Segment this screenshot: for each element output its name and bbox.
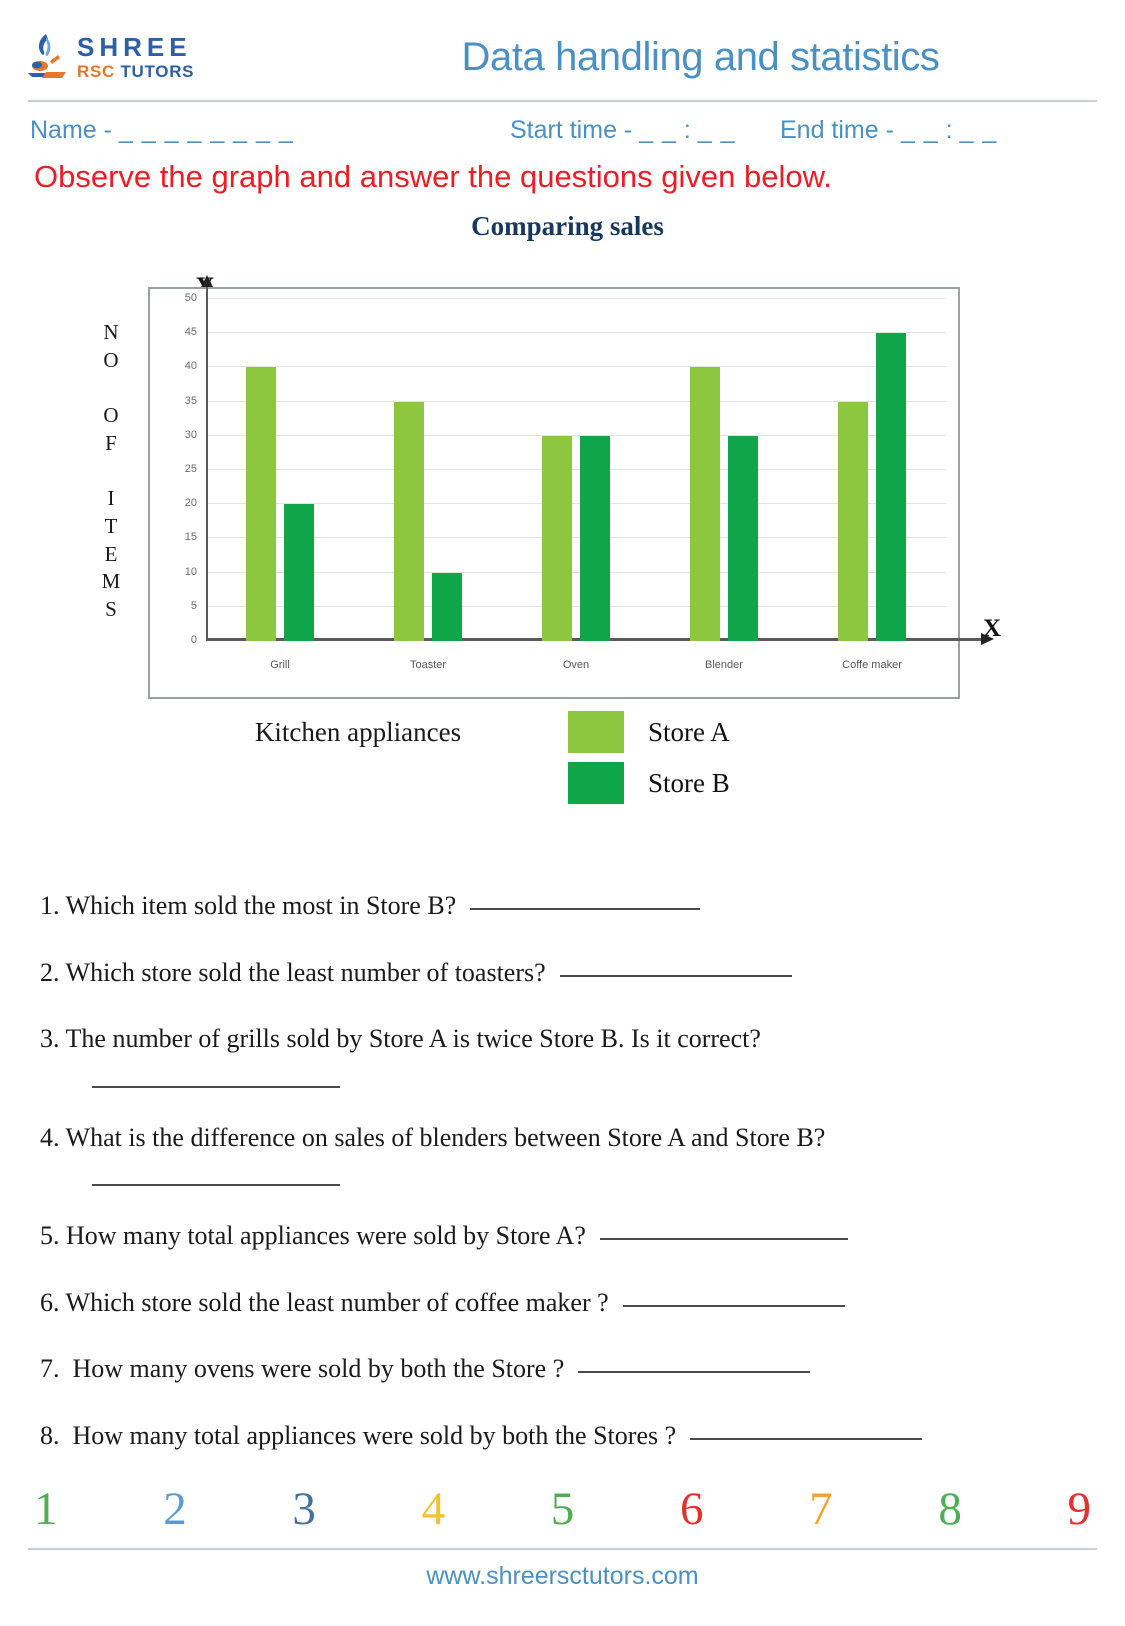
y-axis-tick-label: 10	[184, 565, 197, 578]
start-time-label: Start time -	[510, 116, 633, 144]
start-time-colon: :	[683, 116, 691, 144]
x-axis-arrow-icon	[981, 633, 994, 645]
question-text: 4. What is the difference on sales of blenders between Store A and Store B?	[40, 1122, 826, 1152]
chart-plot-area	[184, 292, 946, 671]
logo-rsc-text: RSC	[77, 61, 115, 81]
answer-blank[interactable]	[600, 1238, 848, 1240]
question-item	[40, 1287, 1095, 1320]
chart-bar	[580, 436, 610, 641]
brand-logo	[26, 31, 326, 83]
start-time-group[interactable]	[510, 116, 780, 145]
question-text: 2. Which store sold the least number of toasters?	[40, 957, 546, 987]
x-axis-category-label: Grill	[270, 659, 290, 671]
question-text: 6. Which store sold the least number of coffee maker ?	[40, 1287, 609, 1317]
question-item	[40, 1023, 1095, 1088]
y-axis-arrow-icon	[201, 275, 213, 287]
name-blank[interactable]: _ _ _ _ _ _ _ _	[118, 116, 294, 144]
name-label: Name -	[30, 116, 112, 144]
chart-bar-group	[798, 299, 946, 671]
legend-color-swatch	[568, 711, 624, 753]
legend-item	[568, 711, 960, 753]
question-text: 8. How many total appliances were sold by both the Stores ?	[40, 1420, 677, 1450]
y-axis-title-letter: S	[105, 597, 117, 622]
practice-digit: 8	[938, 1483, 962, 1535]
x-axis-category-label: Toaster	[409, 659, 447, 671]
answer-blank[interactable]	[578, 1371, 810, 1373]
practice-digit: 3	[292, 1483, 316, 1535]
question-item	[40, 1122, 1095, 1187]
answer-blank[interactable]	[470, 908, 700, 910]
x-axis-letter: X	[983, 615, 1002, 642]
answer-blank[interactable]	[623, 1305, 845, 1307]
chart-bar-group	[502, 299, 650, 671]
chart-bar	[876, 333, 906, 641]
y-axis-tick-label: 25	[184, 463, 197, 475]
question-item	[40, 890, 1095, 923]
y-axis-title-letter: M	[101, 569, 121, 594]
y-axis-title-letter: T	[104, 514, 118, 539]
question-text: 1. Which item sold the most in Store B?	[40, 891, 457, 920]
start-minute-blank[interactable]: _ _	[697, 116, 736, 144]
practice-digit: 6	[679, 1483, 704, 1535]
question-item	[40, 1220, 1095, 1253]
logo-brand-text: SHREE	[77, 32, 192, 63]
y-axis-title-letter: N	[103, 320, 119, 344]
answer-blank[interactable]	[560, 975, 792, 977]
y-axis-tick-label: 45	[184, 326, 197, 339]
legend-label: Store B	[648, 767, 730, 798]
questions-list	[40, 890, 1095, 1486]
practice-digit: 9	[1067, 1483, 1091, 1535]
end-minute-blank[interactable]: _ _	[959, 116, 998, 144]
name-field-group[interactable]	[30, 116, 510, 145]
question-item	[40, 957, 1095, 990]
practice-digit: 5	[550, 1483, 575, 1535]
logo-emblem-icon	[26, 31, 68, 83]
chart-bar	[394, 402, 424, 641]
chart-bar	[542, 436, 572, 641]
practice-digit: 4	[421, 1483, 446, 1535]
page-title: Data handling and statistics	[461, 34, 940, 79]
y-axis-title-letter: E	[104, 541, 118, 566]
bar-chart	[0, 211, 1125, 831]
chart-bar	[432, 573, 462, 641]
end-time-group[interactable]	[780, 116, 1095, 145]
question-text: 3. The number of grills sold by Store A is twice Store B. Is it correct?	[40, 1024, 761, 1053]
chart-bar-group	[650, 299, 798, 671]
y-axis-tick-label: 30	[184, 428, 197, 441]
y-axis-title-letter: I	[107, 486, 115, 511]
start-hour-blank[interactable]: _ _	[639, 116, 677, 144]
practice-digit: 2	[163, 1483, 187, 1535]
answer-blank[interactable]	[92, 1184, 340, 1186]
y-axis-tick-label: 50	[184, 292, 197, 304]
chart-bar	[728, 436, 758, 641]
question-item	[40, 1353, 1095, 1386]
legend-label: Store A	[648, 716, 730, 747]
legend-item	[568, 762, 960, 804]
logo-tutors-text: TUTORS	[120, 61, 195, 81]
practice-digit: 7	[809, 1483, 833, 1535]
x-axis-category-label: Coffe maker	[842, 659, 902, 671]
answer-blank[interactable]	[92, 1086, 340, 1088]
chart-bar-group	[206, 299, 354, 671]
y-axis-title-letter	[96, 374, 126, 402]
chart-legend-row	[148, 711, 960, 813]
end-time-colon: :	[945, 116, 953, 144]
chart-title: Comparing sales	[471, 211, 664, 241]
x-axis-category-label: Blender	[705, 659, 743, 671]
end-hour-blank[interactable]: _ _	[900, 116, 939, 144]
y-axis-tick-label: 5	[190, 599, 197, 612]
x-axis-category-label: Oven	[562, 659, 590, 671]
answer-blank[interactable]	[690, 1438, 922, 1440]
y-axis-title-letter: F	[105, 430, 117, 455]
y-axis-tick-label: 35	[184, 394, 197, 407]
chart-bar	[246, 367, 276, 641]
chart-bar-group	[354, 299, 502, 671]
chart-bar	[284, 504, 314, 641]
legend-color-swatch	[568, 762, 624, 804]
question-text: 7. How many ovens were sold by both the Store ?	[40, 1354, 565, 1383]
y-axis-tick-label: 40	[184, 360, 197, 373]
footer-website-link[interactable]: www.shreersctutors.com	[426, 1562, 699, 1590]
question-text: 5. How many total appliances were sold by Store A?	[40, 1221, 586, 1250]
instruction-text: Observe the graph and answer the questions given below.	[34, 159, 832, 194]
chart-legend	[568, 711, 960, 813]
footer-divider	[28, 1548, 1097, 1550]
y-axis-title-letter: O	[103, 403, 119, 428]
chart-bar	[690, 367, 720, 641]
page-header	[0, 0, 1125, 96]
chart-bar	[838, 402, 868, 641]
worksheet-meta-row	[0, 102, 1125, 145]
end-time-label: End time -	[780, 116, 894, 144]
y-axis-title-letter	[96, 458, 126, 486]
chart-plot-frame	[148, 287, 960, 699]
digit-practice-row	[34, 1482, 1091, 1536]
practice-digit: 1	[34, 1483, 58, 1535]
chart-y-axis-title	[96, 319, 126, 624]
y-axis-title-letter: O	[103, 347, 119, 372]
y-axis-tick-label: 15	[184, 531, 197, 544]
question-item	[40, 1420, 1095, 1453]
chart-bar-groups	[206, 299, 946, 671]
y-axis-tick-label: 0	[190, 634, 197, 646]
y-axis-tick-label: 20	[184, 497, 197, 510]
chart-x-axis-title: Kitchen appliances	[254, 717, 462, 747]
